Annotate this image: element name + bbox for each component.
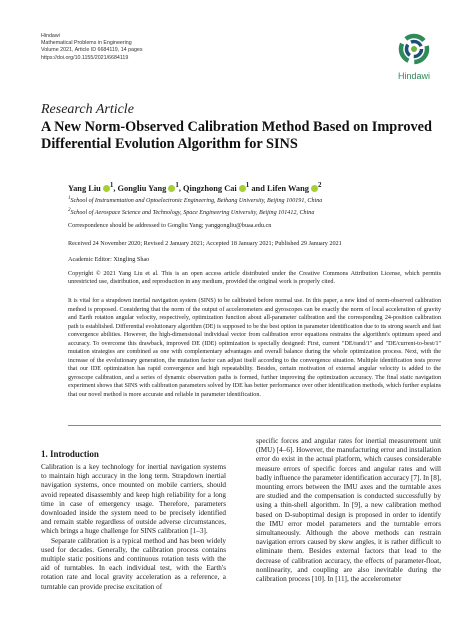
hindawi-logo: [394, 33, 434, 81]
body-paragraph: Calibration is a key technology for inertial navigation systems to maintain high accuracy in the long term. Strapdown inertial navigation systems, once mounted on mobile carriers, should avoid repeated disassembly and keep high reliability for a long time in case of emergency usage. Therefore, parameters downloaded inside the system need to be precisely identified and remain stable regardless of outside adverse circumstances, which brings a huge challenge for SINS calibration [1–3].: [41, 463, 226, 536]
orcid-icon[interactable]: [311, 185, 318, 192]
body-paragraph: specific forces and angular rates for inertial measurement unit (IMU) [4–6]. However, the manufacturing error and installation error do exist in the actual platform, which causes considerable measure errors of specific forces and angular rates and will badly influence the parameter identification accuracy [7]. In [8], mounting errors between the IMU axes and the turntable axes are studied and the compensation is conducted successfully by using a thin-shell algorithm. In [9], a new calibration method based on D-suboptimal design is proposed in order to identify the IMU error model parameters and the turntable errors simultaneously. Although the above methods can restrain navigation errors caused by skew angles, it is rather difficult to eliminate them. Besides external factors that lead to the decrease of calibration accuracy, the effects of parameter-float, nonlinearity, and coupling are also inevitable during the calibration process [10]. In [11], the accelerometer: [256, 437, 441, 584]
copyright-notice: Copyright © 2021 Yang Liu et al. This is an open access article distributed under the Creative Commons Attribution License, which permits unrestricted use, distribution, and reproduction in any medium, provided the original work is properly cited.: [68, 270, 441, 286]
journal-name: Mathematical Problems in Engineering: [41, 40, 132, 47]
author-name[interactable]: Lifen Wang: [266, 183, 309, 193]
publication-dates: Received 24 November 2020; Revised 2 January 2021; Accepted 18 January 2021; Published 29 January 2021: [68, 240, 342, 247]
author-name[interactable]: Qingzhong Cai: [183, 183, 237, 193]
section-divider: [68, 425, 441, 426]
affiliations: [68, 194, 322, 218]
author-name[interactable]: Gongliu Yang: [117, 183, 167, 193]
section-heading: 1. Introduction: [41, 449, 99, 459]
publisher-header: Hindawi: [41, 33, 60, 39]
correspondence: Correspondence should be addressed to Gongliu Yang; yanggongliu@buaa.edu.cn: [68, 222, 272, 229]
body-paragraph: Separate calibration is a typical method and has been widely used for decades. Generally, the calibration process contains multiple static positions and continuous rotation tests with the aid of turntables. In each individual test, with the Earth's rotation rate and local gravity acceleration as a reference, a turntable can provide precise excitation of: [41, 536, 226, 591]
doi-link[interactable]: https://doi.org/10.1155/2021/6684119: [41, 54, 129, 61]
volume-line: Volume 2021, Article ID 6684119, 14 pages: [41, 47, 143, 54]
author-affiliation-mark: 1: [175, 181, 179, 189]
article-meta: [41, 33, 143, 62]
academic-editor: Academic Editor: Xingling Shao: [68, 256, 150, 263]
paper-title: A New Norm-Observed Calibration Method Based on Improved Differential Evolution Algorithm for SINS: [41, 119, 432, 152]
body-column-right: [256, 437, 441, 584]
author-list: Yang Liu $^1$, Gongliu Yang $^1$, Qingzhong Cai $^1$ and Lifen Wang $^2$: [68, 181, 322, 193]
body-column-left: [41, 463, 226, 592]
article-type: Research Article: [41, 102, 134, 117]
affiliation: $^1$School of Instrumentation and Optoelectronic Engineering, Beihang University, Beijing 100191, China: [68, 195, 323, 205]
abstract: It is vital for a strapdown inertial navigation system (SINS) to be calibrated before normal use. In this paper, a new kind of norm-observed calibration method is proposed. Considering that the norm of the output of accelerometers and gyroscopes can be exactly the norm of local acceleration of gravity and Earth rotation angular velocity, respectively, optimization function about all-parameter calibration and the corresponding 24-position calibration path is established. Differential evolutionary algorithm (DE) is supposed to be the best option in parameter identification due to its strong search and fast convergence abilities. However, the high-dimensional individual vector from calibration error equations restrains the algorithm's optimum speed and accuracy. To overcome this drawback, improved DE (IDE) optimization is specially designed: First, current "DE/rand/1" and "DE/current-to-best/1" mutation strategies are combined as one with complementary advantages and overall balance during the whole optimization process. Next, with the increase of the evolutionary generation, the mutation factor can adjust itself according to the convergence situation. Multiple identification tests prove that our IDE optimization has rapid convergence and high repeatability. Besides, certain motivation of external angular velocity is added to the gyroscope calibration, and a series of dynamic observation paths is formed, further improving the optimization accuracy. The final static navigation experiment shows that SINS with calibration parameters solved by IDE has better performance over other identification methods, which further explains that our novel method is more accurate and reliable in parameter identification.: [68, 298, 441, 398]
orcid-icon[interactable]: [103, 185, 110, 192]
affiliation: $^2$School of Aerospace Science and Technology, Space Engineering University, Beijing 101412, China: [68, 207, 315, 217]
orcid-icon[interactable]: [239, 185, 246, 192]
author-affiliation-mark: 2: [317, 181, 322, 189]
author-affiliation-mark: 1: [245, 181, 250, 189]
author-affiliation-mark: 1: [109, 181, 114, 189]
author-name[interactable]: Yang Liu: [68, 183, 101, 193]
logo-wordmark: Hindawi: [397, 71, 430, 81]
hindawi-logo-icon: [398, 33, 430, 65]
